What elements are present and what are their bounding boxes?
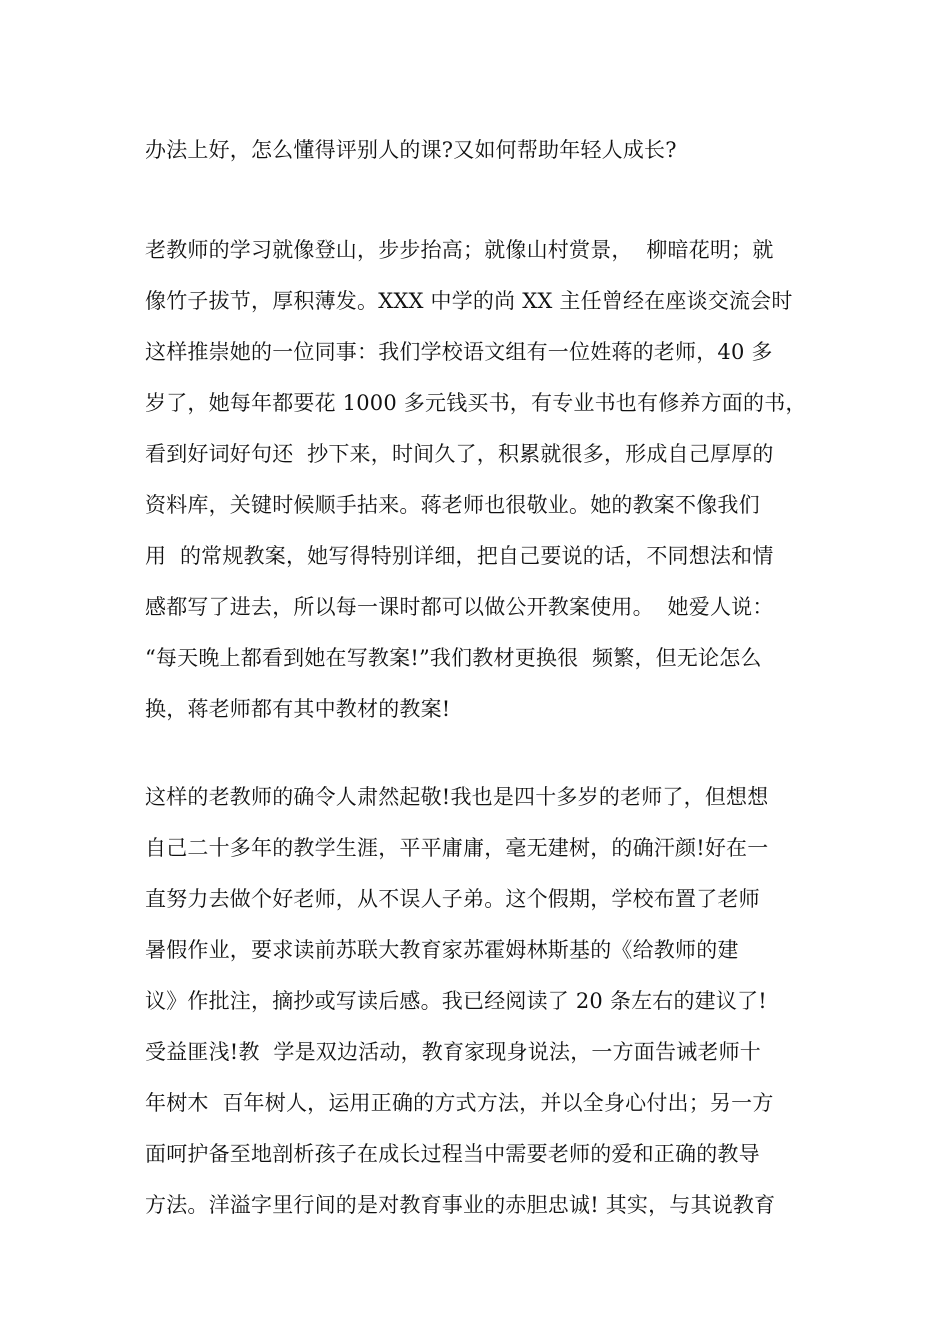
text-line: 换，蒋老师都有其中教材的教案!: [145, 697, 451, 721]
text-line: “每天晚上都看到她在写教案!”我们教材更换很 频繁，但无论怎么: [145, 646, 762, 670]
text-line: 直努力去做个好老师，从不误人子弟。这个假期，学校布置了老师: [145, 887, 760, 911]
text-line: 议》作批注，摘抄或写读后感。我已经阅读了 20 条左右的建议了!: [145, 989, 767, 1013]
text-line: 这样的老教师的确令人肃然起敬!我也是四十多岁的老师了，但想想: [145, 785, 769, 809]
text-line: 自己二十多年的教学生涯，平平庸庸，毫无建树，的确汗颜!好在一: [145, 836, 769, 860]
text-line: 暑假作业，要求读前苏联大教育家苏霍姆林斯基的《给教师的建: [145, 938, 739, 962]
text-line: 这样推崇她的一位同事：我们学校语文组有一位姓蒋的老师，40 多: [145, 340, 773, 364]
text-line: 感都写了进去，所以每一课时都可以做公开教案使用。 她爱人说：: [145, 595, 774, 619]
text-line: 老教师的学习就像登山，步步抬高；就像山村赏景， 柳暗花明；就: [145, 238, 774, 262]
text-line: 看到好词好句还 抄下来，时间久了，积累就很多，形成自己厚厚的: [145, 442, 774, 466]
text-line: 方法。洋溢字里行间的是对教育事业的赤胆忠诚! 其实，与其说教育: [145, 1193, 776, 1217]
text-line: 面呵护备至地剖析孩子在成长过程当中需要老师的爱和正确的教导: [145, 1142, 760, 1166]
text-line: 岁了，她每年都要花 1000 多元钱买书，有专业书也有修养方面的书，: [145, 391, 807, 415]
text-line: 资料库，关键时候顺手拈来。蒋老师也很敬业。她的教案不像我们: [145, 493, 760, 517]
text-line: 办法上好，怎么懂得评别人的课?又如何帮助年轻人成长?: [145, 138, 677, 162]
text-line: 受益匪浅!教 学是双边活动，教育家现身说法，一方面告诫老师十: [145, 1040, 761, 1064]
text-line: 用 的常规教案，她写得特别详细，把自己要说的话，不同想法和情: [145, 544, 774, 568]
text-line: 像竹子拔节，厚积薄发。XXX 中学的尚 XX 主任曾经在座谈交流会时: [145, 289, 793, 313]
text-line: 年树木 百年树人，运用正确的方式方法，并以全身心付出；另一方: [145, 1091, 774, 1115]
